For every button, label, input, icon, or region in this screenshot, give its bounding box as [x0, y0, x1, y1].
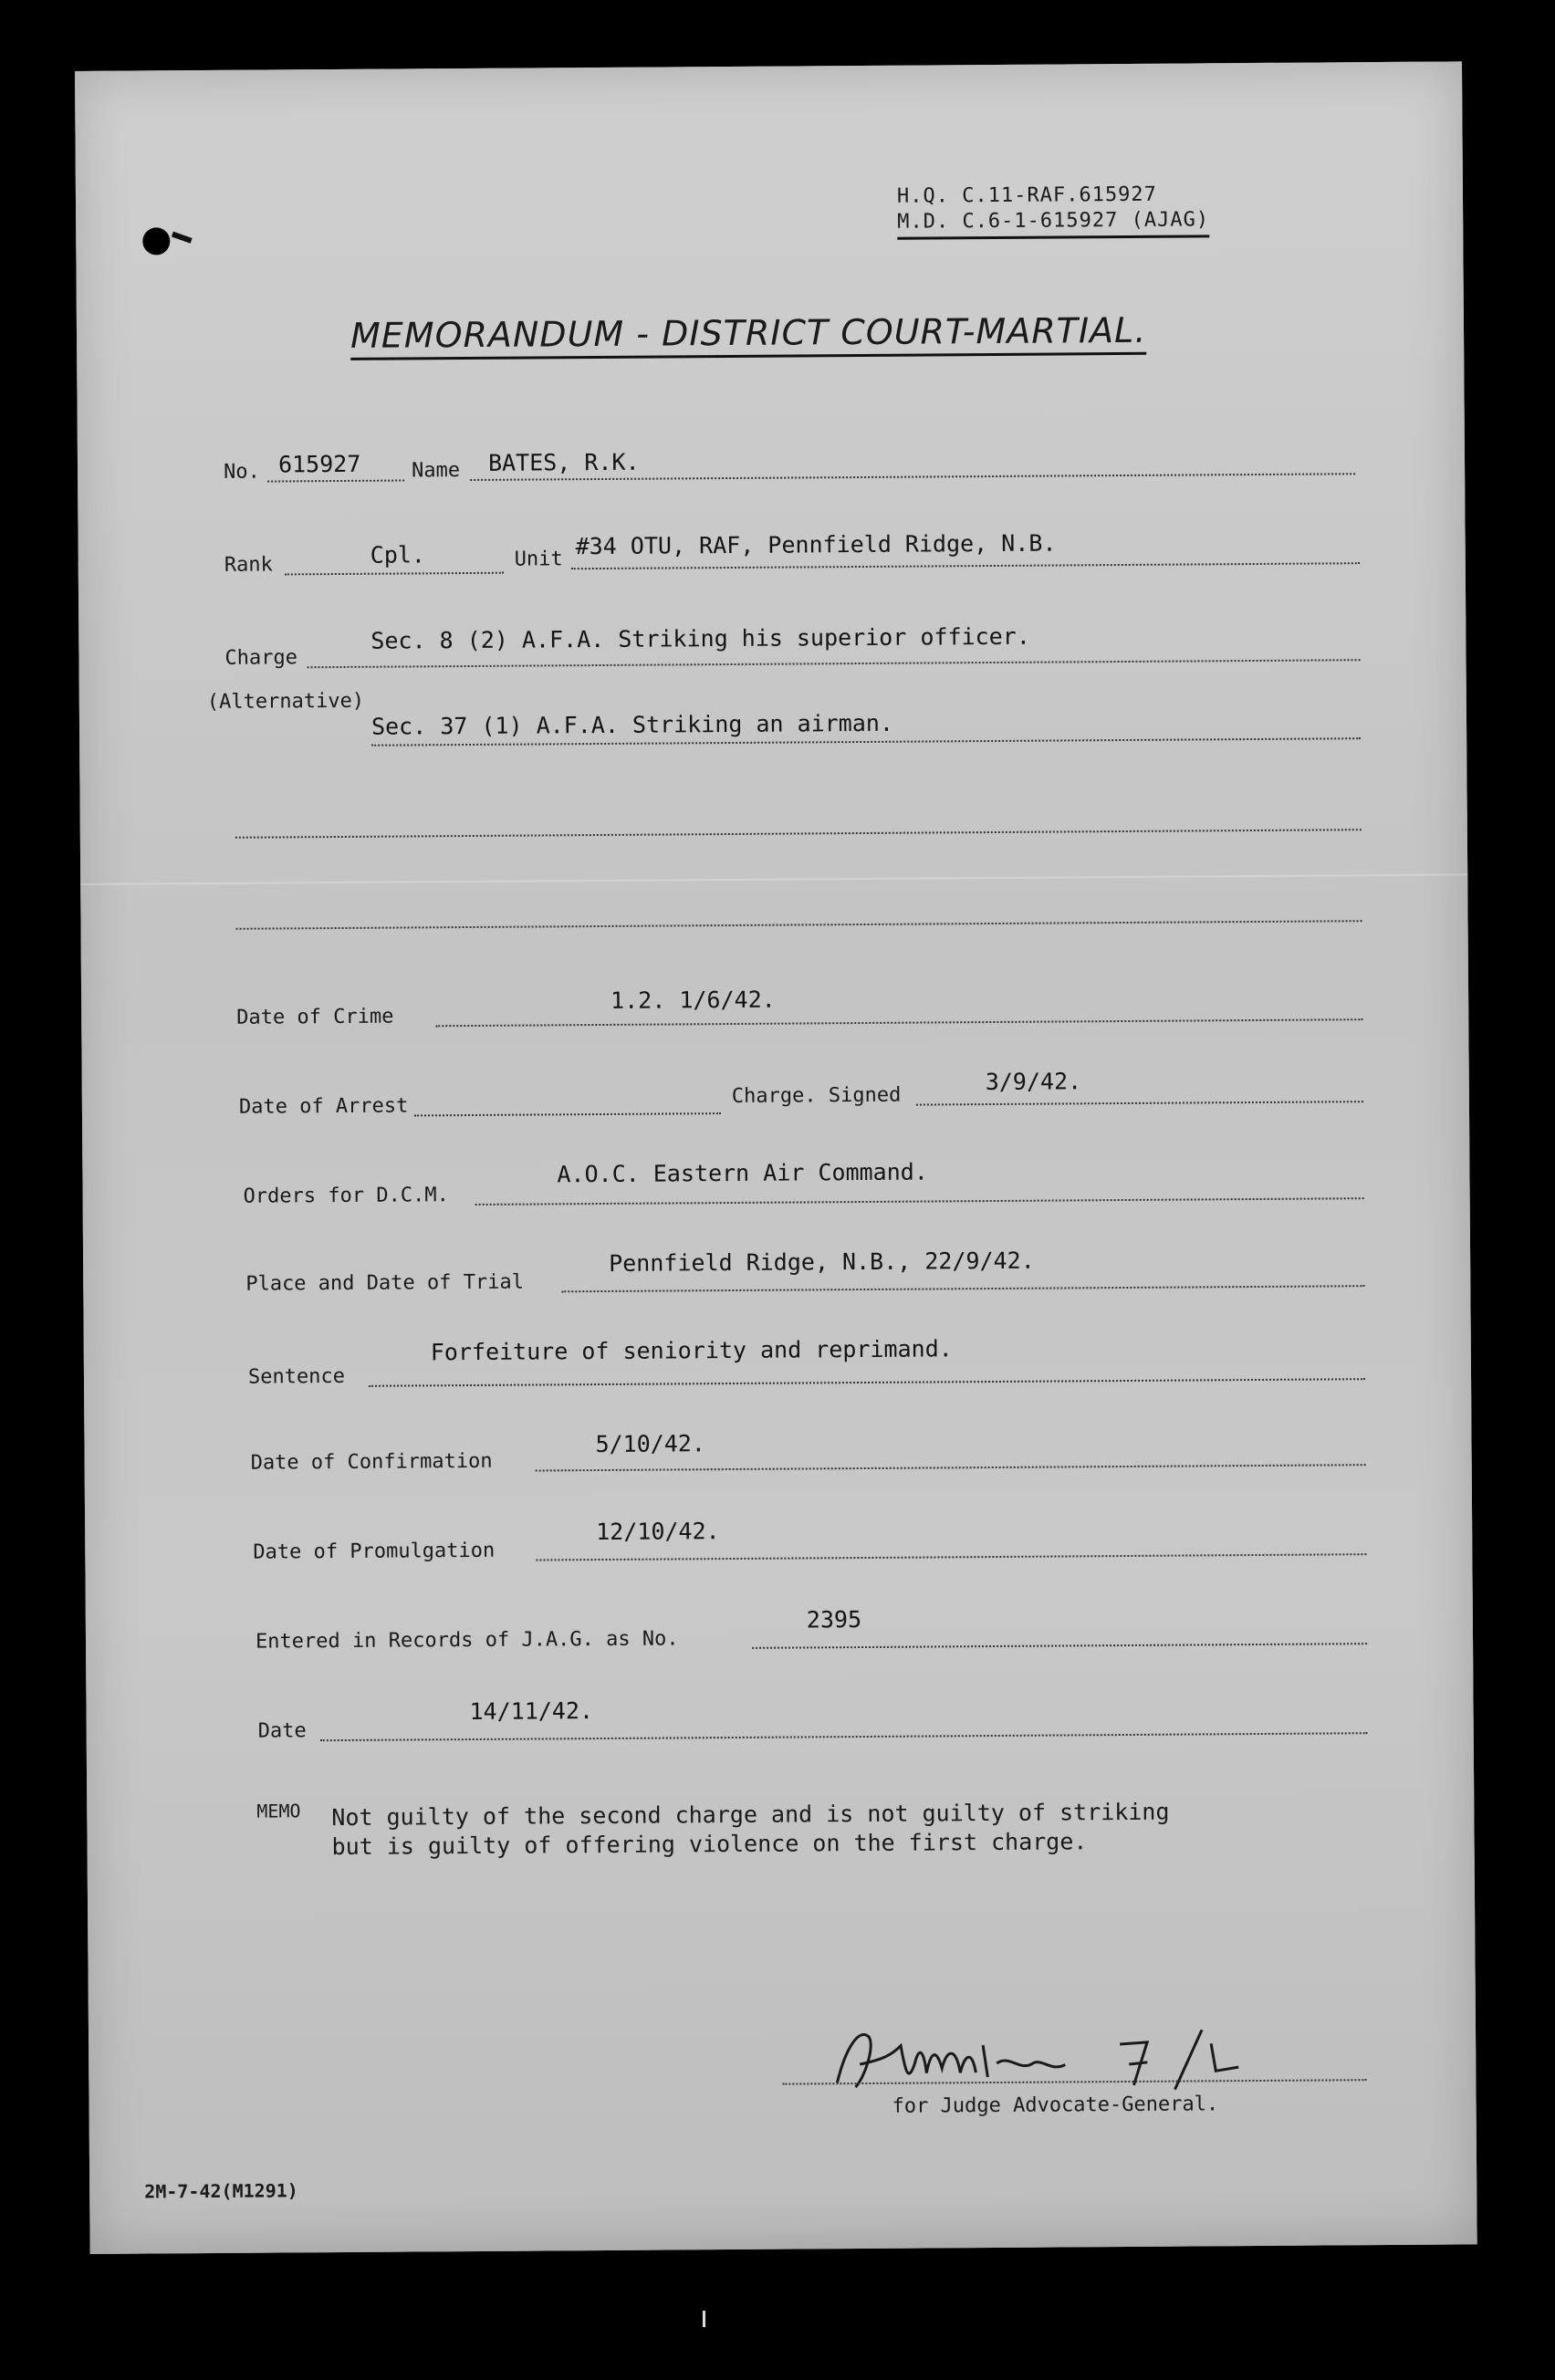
date-of-arrest-label: Date of Arrest [238, 1094, 409, 1119]
charge-signed-value: 3/9/42. [985, 1068, 1082, 1096]
rank-label: Rank [224, 553, 273, 577]
no-dots [267, 479, 404, 482]
date-of-arrest-dots [414, 1112, 721, 1116]
charge-signed-dots [916, 1101, 1363, 1105]
date-value: 14/11/42. [469, 1697, 594, 1726]
orders-label: Orders for D.C.M. [243, 1184, 449, 1208]
unit-label: Unit [514, 548, 563, 571]
rank-dots [285, 572, 504, 576]
date-label: Date [257, 1719, 307, 1743]
memo-line-2: but is guilty of offering violence on the first charge. [331, 1828, 1088, 1861]
punch-mark [172, 232, 193, 244]
reference-md: M.D. C.6-1-615927 (AJAG) [897, 207, 1209, 239]
charge-signed-label: Charge. Signed [731, 1083, 902, 1109]
orders-value: A.O.C. Eastern Air Command. [557, 1158, 928, 1188]
memo-line-1: Not guilty of the second charge and is not guilty of striking [331, 1798, 1170, 1832]
fold-line [80, 873, 1467, 885]
blank-line-1 [235, 829, 1362, 839]
place-value: Pennfield Ridge, N.B., 22/9/42. [609, 1247, 1035, 1277]
document-page [75, 61, 1477, 2254]
page-title: MEMORANDUM - DISTRICT COURT-MARTIAL. [350, 310, 1147, 360]
sentence-label: Sentence [247, 1364, 346, 1389]
alternative-value: Sec. 37 (1) A.F.A. Striking an airman. [370, 709, 894, 740]
signature-text [1247, 2007, 1248, 2008]
place-dots [561, 1285, 1364, 1292]
date-dots [320, 1732, 1368, 1741]
no-label: No. [223, 460, 260, 484]
unit-value: #34 OTU, RAF, Pennfield Ridge, N.B. [575, 529, 1057, 560]
confirmation-dots [536, 1464, 1366, 1471]
unit-dots [571, 562, 1360, 569]
name-label: Name [411, 459, 461, 483]
date-of-crime-dots [435, 1018, 1362, 1027]
orders-dots [475, 1197, 1364, 1206]
place-label: Place and Date of Trial [245, 1270, 525, 1296]
reference-block [897, 182, 1209, 239]
form-code: 2M-7-42(M1291) [144, 2179, 298, 2203]
memo-label: MEMO [256, 1800, 301, 1822]
date-of-crime-label: Date of Crime [236, 1005, 394, 1029]
name-value: BATES, R.K. [487, 448, 640, 476]
date-of-crime-value: 1.2. 1/6/42. [611, 986, 776, 1014]
no-value: 615927 [277, 450, 361, 478]
reference-hq: H.Q. C.11-RAF.615927 [896, 183, 1157, 208]
blank-line-2 [236, 920, 1362, 930]
charge-label: Charge [224, 646, 298, 670]
confirmation-label: Date of Confirmation [250, 1449, 493, 1475]
jag-value: 2395 [806, 1606, 862, 1634]
promulgation-dots [536, 1553, 1366, 1561]
alternative-label: (Alternative) [206, 689, 365, 715]
scan-mark [703, 2311, 705, 2327]
jag-label: Entered in Records of J.A.G. as No. [255, 1627, 679, 1654]
promulgation-value: 12/10/42. [596, 1518, 720, 1546]
jag-dots [752, 1643, 1367, 1649]
signature-caption: for Judge Advocate-General. [892, 2093, 1219, 2118]
rank-value: Cpl. [370, 541, 426, 569]
charge-value: Sec. 8 (2) A.F.A. Striking his superior officer. [370, 622, 1030, 654]
sentence-value: Forfeiture of seniority and reprimand. [430, 1335, 953, 1366]
promulgation-label: Date of Promulgation [253, 1539, 496, 1564]
sentence-dots [369, 1378, 1365, 1387]
memo-text [331, 1798, 1170, 1862]
punch-hole [142, 227, 170, 255]
charge-dots [308, 659, 1361, 668]
confirmation-value: 5/10/42. [595, 1430, 706, 1458]
